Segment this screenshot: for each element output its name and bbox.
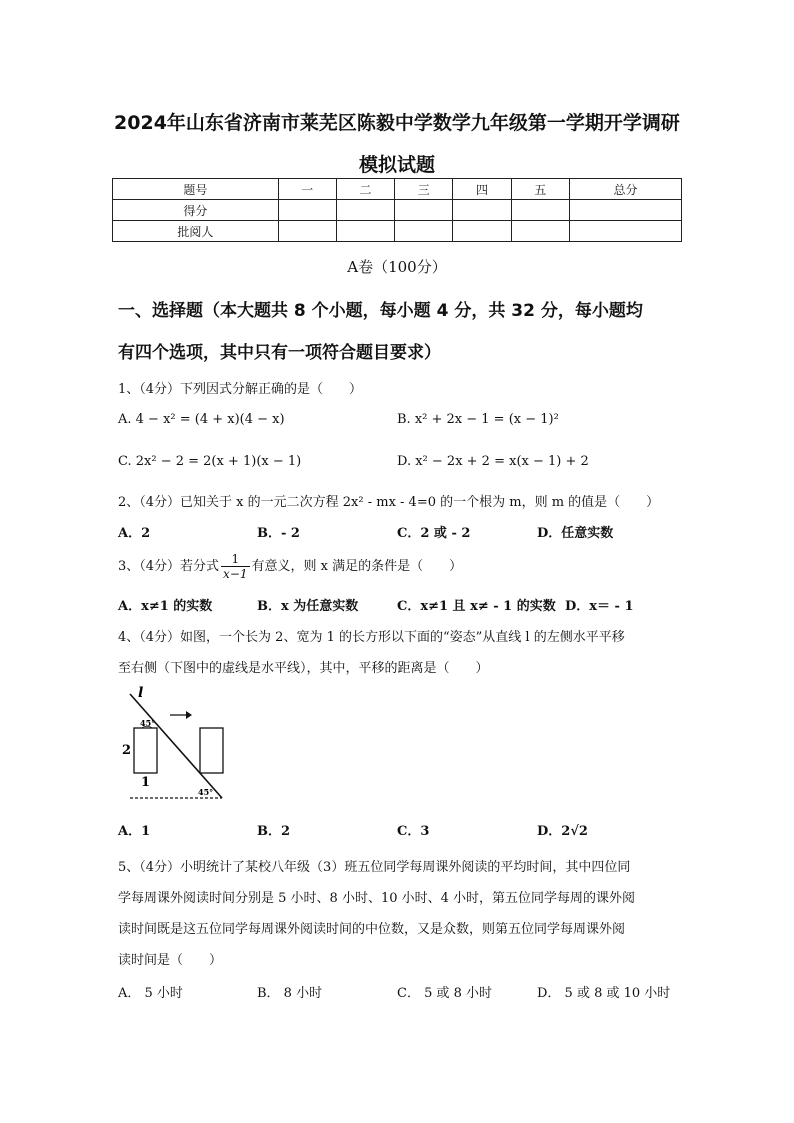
score-row-label: 得分 [113, 200, 279, 221]
score-cell [336, 200, 394, 221]
q1-option-b: B. x² + 2x − 1 = (x − 1)² [397, 412, 559, 427]
q3-stem [118, 552, 462, 581]
angle-bottom-label: 45° [198, 787, 214, 797]
q3-stem-post: 有意义，则 x 满足的条件是（ ） [251, 559, 463, 574]
score-header: 总分 [569, 179, 681, 200]
exam-title-line2: 模拟试题 [358, 154, 435, 176]
q4-option-b: B．2 [257, 824, 291, 839]
score-row [113, 200, 682, 221]
q4-figure [118, 684, 230, 800]
score-cell [336, 221, 394, 242]
score-cell [453, 221, 511, 242]
q3-stem-pre: 3、（4分）若分式 [118, 559, 220, 574]
q2-option-c: C．2 或 - 2 [397, 526, 471, 541]
q3-fraction [221, 552, 249, 581]
q5-stem-line3: 读时间既是这五位同学每周课外阅读时间的中位数，又是众数，则第五位同学每周课外阅 [118, 922, 626, 937]
q2-option-b: B．- 2 [257, 526, 300, 541]
score-cell [278, 221, 336, 242]
q2-stem: 2、（4分）已知关于 x 的一元二次方程 2x² - mx - 4=0 的一个根为 m，则 m 的值是（ ） [118, 495, 660, 510]
q3-option-d: D．x＝ - 1 [565, 599, 634, 614]
q4-option-c: C．3 [397, 824, 430, 839]
score-cell [511, 221, 569, 242]
score-header: 四 [453, 179, 511, 200]
q4-option-a: A．1 [118, 824, 151, 839]
q5-option-c: C． 5 或 8 小时 [397, 986, 493, 1001]
score-header: 题号 [113, 179, 279, 200]
q4-stem-line1: 4、（4分）如图，一个长为 2、宽为 1 的长方形以下面的“姿态”从直线 l 的左侧水平平移 [118, 630, 625, 645]
exam-title-line1: 2024年山东省济南市莱芜区陈毅中学数学九年级第一学期开学调研 [114, 112, 680, 134]
score-header: 一 [278, 179, 336, 200]
score-cell [453, 200, 511, 221]
q3-option-b: B．x 为任意实数 [257, 599, 359, 614]
q1-option-d: D. x² − 2x + 2 = x(x − 1) + 2 [397, 454, 589, 469]
move-arrow-head [186, 711, 192, 719]
score-cell [569, 200, 681, 221]
score-row-label: 批阅人 [113, 221, 279, 242]
q1-option-c: C. 2x² − 2 = 2(x + 1)(x − 1) [118, 454, 302, 469]
score-header: 二 [336, 179, 394, 200]
q1-option-a: A. 4 − x² = (4 + x)(4 − x) [118, 412, 285, 427]
q5-stem-line2: 学每周课外阅读时间分别是 5 小时、8 小时、10 小时、4 小时，第五位同学每周的课外阅 [118, 891, 636, 906]
section1-heading-line2: 有四个选项，其中只有一项符合题目要求） [118, 343, 441, 363]
q3-frac-numerator: 1 [231, 552, 240, 566]
side-width-label: 1 [141, 775, 151, 790]
rectangle-right [200, 728, 223, 773]
q3-frac-denominator: x−1 [223, 567, 248, 581]
q3-option-c: C．x≠1 且 x≠ - 1 的实数 [397, 599, 556, 614]
q2-option-a: A．2 [118, 526, 151, 541]
q1-stem: 1、（4分）下列因式分解正确的是（ ） [118, 382, 363, 397]
q5-stem-line4: 读时间是（ ） [118, 953, 223, 968]
q2-option-d: D．任意实数 [537, 526, 614, 541]
score-cell [569, 221, 681, 242]
q3-option-a: A．x≠1 的实数 [118, 599, 213, 614]
score-table [112, 178, 682, 242]
q4-option-d: D．2√2 [537, 824, 588, 839]
line-l-label: l [138, 685, 144, 701]
volume-label: A卷（100分） [347, 258, 447, 276]
score-cell [511, 200, 569, 221]
score-cell [278, 200, 336, 221]
score-header: 五 [511, 179, 569, 200]
angle-top-label: 45° [140, 718, 156, 728]
q5-option-d: D． 5 或 8 或 10 小时 [537, 986, 671, 1001]
q5-stem-line1: 5、（4分）小明统计了某校八年级（3）班五位同学每周课外阅读的平均时间，其中四位同 [118, 860, 631, 875]
q5-option-b: B． 8 小时 [257, 986, 323, 1001]
side-length-label: 2 [122, 743, 132, 758]
score-table-header-row [113, 179, 682, 200]
score-cell [395, 200, 453, 221]
q5-option-a: A． 5 小时 [118, 986, 183, 1001]
q4-stem-line2: 至右侧（下图中的虚线是水平线），其中，平移的距离是（ ） [118, 661, 489, 676]
section1-heading-line1: 一、选择题（本大题共 8 个小题，每小题 4 分，共 32 分，每小题均 [118, 301, 643, 321]
rectangle-left [134, 728, 157, 773]
score-cell [395, 221, 453, 242]
score-header: 三 [395, 179, 453, 200]
grader-row [113, 221, 682, 242]
